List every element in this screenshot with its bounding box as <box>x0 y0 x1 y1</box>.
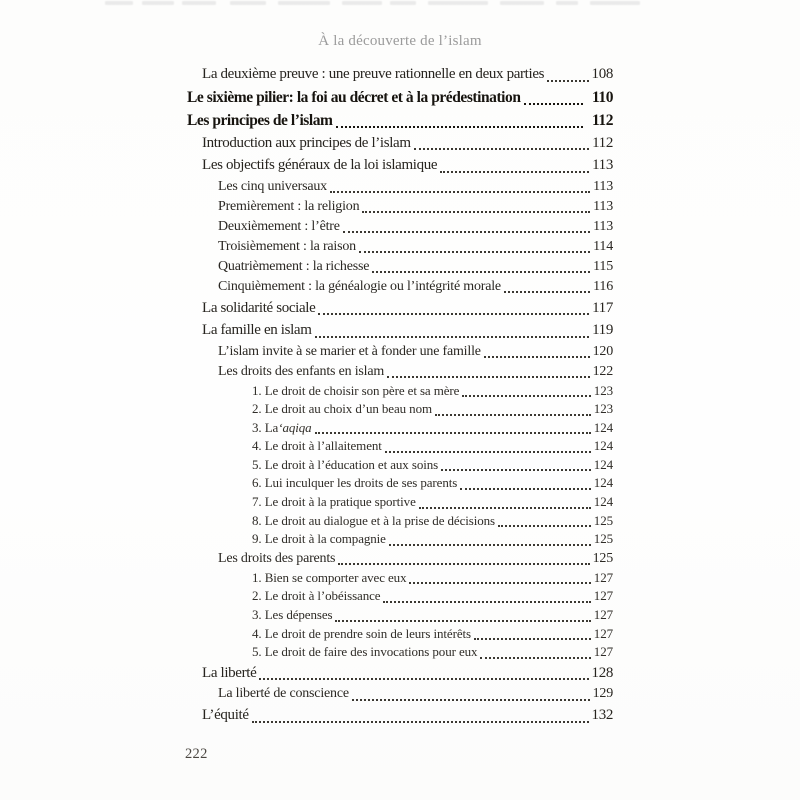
toc-entry-label: 5. Le droit de faire des invocations pour eux <box>252 644 478 660</box>
toc-entry-label: 2. Le droit au choix d’un beau nom <box>252 401 432 417</box>
toc-page-number: 124 <box>593 494 613 510</box>
toc-leader-dots <box>502 277 592 297</box>
scan-artifact-segment <box>230 1 266 5</box>
scan-artifact-segment <box>182 1 216 5</box>
toc-leader-dots <box>439 456 593 475</box>
toc-leader-dots <box>383 437 593 456</box>
scan-artifact-segment <box>342 1 382 5</box>
toc-entry <box>187 132 613 155</box>
toc-entry <box>187 419 613 438</box>
toc-entry <box>187 154 613 177</box>
toc-entry-label: La solidarité sociale <box>202 299 316 316</box>
toc-leader-dots <box>385 362 592 382</box>
toc-leader-dots <box>522 86 585 109</box>
toc-entry <box>187 437 613 456</box>
toc-entry-label: Premièrement : la religion <box>218 198 360 214</box>
toc-page-number: 119 <box>592 322 613 338</box>
toc-entry <box>187 512 613 531</box>
toc-page-number: 127 <box>593 569 613 585</box>
toc-entry-label: 2. Le droit à l’obéissance <box>252 588 381 604</box>
toc-entry-label: Les droits des parents <box>218 550 336 566</box>
toc-entry-label: 6. Lui inculquer les droits de ses parents <box>252 475 458 491</box>
running-header-title: À la découverte de l’islam <box>318 33 482 49</box>
toc-leader-dots <box>336 549 591 569</box>
toc-entry-label: 1. Le droit de choisir son père et sa mère <box>252 382 460 398</box>
scan-artifact-segment <box>278 1 330 5</box>
toc-page-number: 124 <box>593 456 613 472</box>
toc-leader-dots <box>357 237 592 257</box>
toc-page-number: 112 <box>591 111 613 129</box>
toc-leader-dots <box>545 63 590 86</box>
toc-page-number: 113 <box>593 178 613 194</box>
toc-entry <box>187 297 613 320</box>
toc-page-number: 125 <box>593 512 613 528</box>
toc-page-number: 124 <box>593 475 613 491</box>
toc-page-number: 114 <box>593 238 613 254</box>
toc-entry-label: 7. Le droit à la pratique sportive <box>252 494 416 510</box>
toc-leader-dots <box>257 662 590 685</box>
toc-leader-dots <box>460 382 592 401</box>
toc-entry-label: La deuxième preuve : une preuve rationnelle en deux parties <box>202 66 545 82</box>
toc-entry-label: Le sixième pilier: la foi au décret et à la prédestination <box>187 88 521 106</box>
toc-entry-label: 9. Le droit à la compagnie <box>252 531 386 547</box>
toc-leader-dots <box>417 493 593 512</box>
toc-leader-dots <box>407 569 592 588</box>
toc-entry-label: 3. La <box>252 419 279 435</box>
toc-page-number: 132 <box>591 707 613 724</box>
toc-entry <box>187 549 613 569</box>
toc-entry-label: Troisièmement : la raison <box>218 238 356 254</box>
toc-entry-label: Les cinq universaux <box>218 178 327 194</box>
scan-artifact-segment <box>500 1 544 5</box>
toc-page-number: 108 <box>591 66 613 82</box>
toc-page-number: 124 <box>593 438 613 454</box>
toc-page-number: 127 <box>593 625 613 641</box>
toc-page-number: 123 <box>593 401 613 417</box>
toc-entry-label: Cinquièmement : la généalogie ou l’intégrité morale <box>218 278 501 294</box>
toc-page-number: 127 <box>593 644 613 660</box>
toc-entry-label: Quatrièmement : la richesse <box>218 258 370 274</box>
toc-entry <box>187 587 613 606</box>
toc-page-number: 113 <box>593 198 613 214</box>
toc-entry-label: 4. Le droit de prendre soin de leurs intérêts <box>252 625 471 641</box>
toc-page-number: 127 <box>593 588 613 604</box>
toc-page-number: 122 <box>592 363 613 379</box>
toc-entry-label: Les droits des enfants en islam <box>218 363 385 379</box>
toc-entry <box>187 643 613 662</box>
toc-entry-label: 5. Le droit à l’éducation et aux soins <box>252 456 439 472</box>
toc-page-number: 125 <box>592 550 613 566</box>
toc-leader-dots <box>458 474 593 493</box>
toc-leader-dots <box>482 342 592 362</box>
toc-leader-dots <box>334 109 585 132</box>
toc-leader-dots <box>433 400 593 419</box>
toc-leader-dots <box>360 197 592 217</box>
toc-entry <box>187 456 613 475</box>
toc-entry <box>187 474 613 493</box>
toc-page-number: 110 <box>591 88 613 106</box>
toc-entry <box>187 400 613 419</box>
page-number-footer: 222 <box>185 746 208 762</box>
toc-leader-dots <box>350 684 592 704</box>
toc-leader-dots <box>328 177 592 197</box>
toc-entry-label: L’équité <box>202 707 249 724</box>
toc-entry <box>187 237 613 257</box>
toc-entry <box>187 606 613 625</box>
toc-entry <box>187 493 613 512</box>
toc-leader-dots <box>333 606 592 625</box>
toc-leader-dots <box>438 154 591 177</box>
toc-page-number: 112 <box>592 134 613 151</box>
toc-entry <box>187 625 613 644</box>
toc-entry-label: La famille en islam <box>202 322 312 338</box>
toc-page-number: 123 <box>593 382 613 398</box>
toc-entry <box>187 197 613 217</box>
toc-page-number: 128 <box>591 664 613 681</box>
toc-entry <box>187 342 613 362</box>
toc-leader-dots <box>370 257 592 277</box>
toc-page-number: 120 <box>592 343 613 359</box>
toc-entry-label: L’islam invite à se marier et à fonder une famille <box>218 343 481 359</box>
toc-page-number: 116 <box>593 278 613 294</box>
toc-leader-dots <box>387 530 593 549</box>
toc-entry <box>187 86 613 109</box>
toc-entry-label: 8. Le droit au dialogue et à la prise de décisions <box>252 512 496 528</box>
toc-entry <box>187 569 613 588</box>
toc-entry <box>187 177 613 197</box>
scan-artifact-segment <box>556 1 578 5</box>
toc-entry <box>187 704 613 727</box>
toc-entry <box>187 684 613 704</box>
toc-page-number: 115 <box>593 258 613 274</box>
toc-entry <box>187 277 613 297</box>
toc-leader-dots <box>472 625 593 644</box>
toc-entry <box>187 530 613 549</box>
toc-leader-dots <box>341 217 592 237</box>
scan-artifact-segment <box>390 1 416 5</box>
toc-entry-label: La liberté de conscience <box>218 686 349 702</box>
toc-entry-label: Les principes de l’islam <box>187 111 333 129</box>
toc-leader-dots <box>313 319 592 342</box>
toc-page-number: 129 <box>592 686 613 702</box>
table-of-contents <box>187 63 613 727</box>
toc-entry-label: 4. Le droit à l’allaitement <box>252 438 382 454</box>
toc-entry <box>187 257 613 277</box>
page-top-scan-artifact <box>0 0 800 8</box>
toc-entry-label: 1. Bien se comporter avec eux <box>252 569 407 585</box>
toc-page-number: 124 <box>593 419 613 435</box>
toc-entry-label: Introduction aux principes de l’islam <box>202 134 411 151</box>
toc-page-number: 125 <box>593 531 613 547</box>
toc-entry-label: Deuxièmement : l’être <box>218 218 340 234</box>
toc-leader-dots <box>412 132 591 155</box>
toc-leader-dots <box>250 704 591 727</box>
toc-entry <box>187 217 613 237</box>
scan-artifact-segment <box>590 1 640 5</box>
toc-entry-label: Les objectifs généraux de la loi islamique <box>202 157 438 173</box>
toc-entry <box>187 362 613 382</box>
scan-artifact-segment <box>142 1 174 5</box>
toc-page-number: 127 <box>593 607 613 623</box>
toc-entry-label: 3. Les dépenses <box>252 607 333 623</box>
toc-page-number: 117 <box>592 299 613 316</box>
toc-entry <box>187 662 613 685</box>
toc-entry <box>187 319 613 342</box>
toc-leader-dots <box>316 297 591 320</box>
scan-artifact-segment <box>428 1 488 5</box>
toc-leader-dots <box>496 512 593 531</box>
toc-leader-dots <box>478 643 592 662</box>
toc-leader-dots <box>313 419 593 438</box>
scan-artifact-segment <box>105 1 133 5</box>
toc-entry <box>187 63 613 86</box>
toc-entry-label-italic: ‘aqiqa <box>278 419 312 435</box>
toc-page-number: 113 <box>592 157 613 173</box>
toc-entry-label: La liberté <box>202 664 257 681</box>
toc-page-number: 113 <box>593 218 613 234</box>
toc-entry <box>187 109 613 132</box>
toc-entry <box>187 382 613 401</box>
toc-leader-dots <box>381 587 592 606</box>
